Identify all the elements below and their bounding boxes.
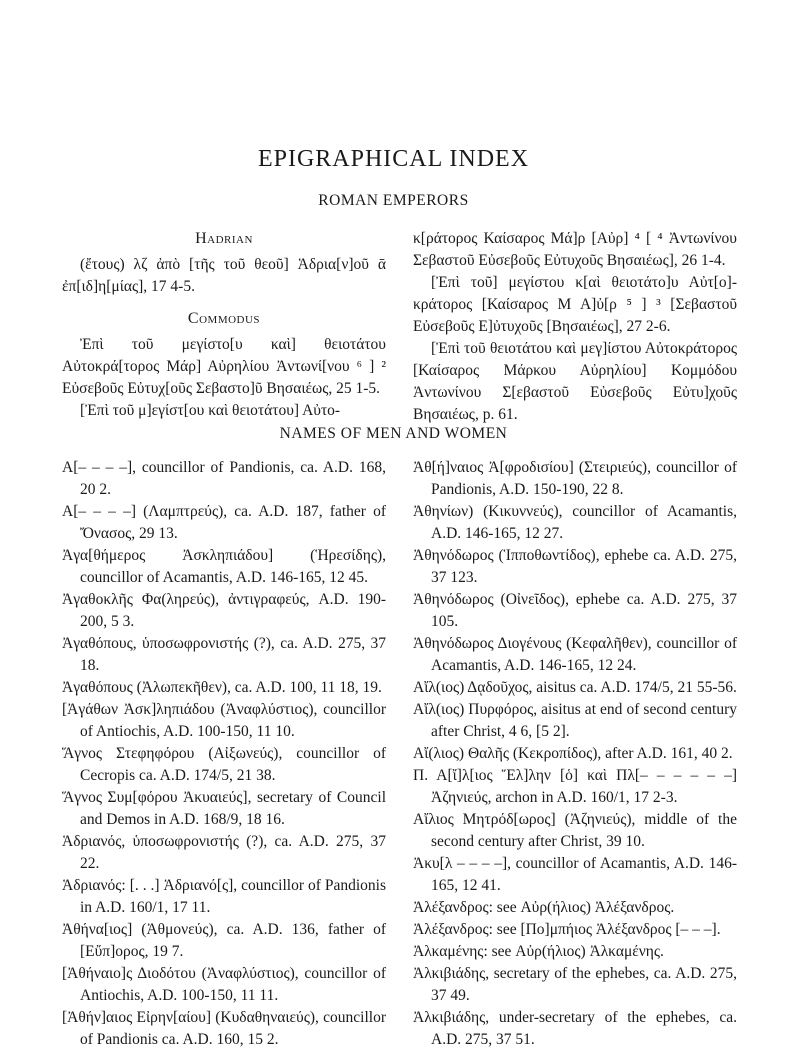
index-entry: Ἀλκαμένης: see Αὐρ(ήλιος) Ἀλκαμένης. bbox=[413, 943, 664, 960]
commodus-inscription: [Ἐπὶ τοῦ] μεγίστου κ[αὶ θειοτάτο]υ Αὐτ[ο]-κράτορος [Καίσαρος Μ Α]ὐ[ρ ⁵ ] ³ [Σεβαστοῦ Εὐσεβοῦς Ε]ὐτυχοῦς [Βησαιέως], 27 2-6. bbox=[413, 274, 737, 335]
index-entry: Ἀθηνόδωρος Διογένους (Κεφαλῆθεν), councillor of Acamantis, A.D. 146-165, 12 24. bbox=[413, 635, 737, 674]
hadrian-inscription: (ἔτους) λζ ἀπὸ [τῆς τοῦ θεοῦ] Ἁδρια[ν]οῦ ᾱ ἐπ[ιδ]η[μίας], 17 4-5. bbox=[62, 256, 386, 295]
page-title: EPIGRAPHICAL INDEX bbox=[257, 146, 530, 172]
index-entry: Ἅγνος Συμ[φόρου Ἀκυαιεύς], secretary of Council and Demos in A.D. 168/9, 18 16. bbox=[62, 789, 386, 828]
index-entry: Ἀγα[θήμερος Ἀσκληπιάδου] (Ἡρεσίδης), councillor of Acamantis, A.D. 146-165, 12 45. bbox=[62, 547, 386, 586]
commodus-inscription: [Ἐπὶ τοῦ μ]εγίστ[ου καὶ θειοτάτου] Αὐτο- bbox=[80, 402, 341, 419]
index-entry: Ἀγαθόπους, ὑποσωφρονιστής (?), ca. A.D. 275, 37 18. bbox=[62, 635, 386, 674]
names-right-column bbox=[413, 457, 737, 1051]
index-entry: Ἀγαθόπους (Ἀλωπεκῆθεν), ca. A.D. 100, 11 18, 19. bbox=[62, 679, 382, 696]
index-entry: Ἀλέξανδρος: see Αὐρ(ήλιος) Ἀλέξανδρος. bbox=[413, 899, 675, 916]
index-entry: Αἴλ(ιος) Πυρφόρος, aisitus at end of second century after Christ, 4 6, [5 2]. bbox=[413, 701, 737, 740]
index-entry: Ἀλκιβιάδης, secretary of the ephebes, ca. A.D. 275, 37 49. bbox=[413, 965, 737, 1004]
index-entry: Ἀλκιβιάδης, under-secretary of the ephebes, ca. A.D. 275, 37 51. bbox=[413, 1009, 737, 1048]
index-entry: Ἀθ[ή]ναιος Ἀ[φροδισίου] (Στειριεύς), councillor of Pandionis, A.D. 150-190, 22 8. bbox=[413, 459, 737, 498]
commodus-inscription: Ἐπὶ τοῦ μεγίστο[υ καὶ] θειοτάτου Αὐτοκρά[τορος Μάρ] Αὐρηλίου Ἀντωνί[νου ⁶ ] ² Εὐσεβοῦς Εὐτυχ[οῦς Σεβαστο]ῦ Βησαιέως, 25 1-5. bbox=[62, 336, 386, 397]
index-entry: [Ἀγάθων Ἀσκ]ληπιάδου (Ἀναφλύστιος), councillor of Antiochis, A.D. 100-150, 11 10. bbox=[62, 701, 386, 740]
index-entry: Ἅγνος Στεφηφόρου (Αἰξωνεύς), councillor of Cecropis ca. A.D. 174/5, 21 38. bbox=[62, 745, 386, 784]
index-entry: Ἀκυ[λ – – – –], councillor of Acamantis, A.D. 146-165, 12 41. bbox=[413, 855, 737, 894]
subheading-commodus: Commodus bbox=[187, 310, 261, 327]
emperors-right-column bbox=[413, 228, 737, 426]
index-entry: Α[– – – –], councillor of Pandionis, ca. A.D. 168, 20 2. bbox=[62, 459, 386, 498]
index-entry: Ἀθηνίων) (Κικυννεύς), councillor of Acamantis, A.D. 146-165, 12 27. bbox=[413, 503, 737, 542]
section-heading-names: NAMES OF MEN AND WOMEN bbox=[279, 425, 508, 442]
section-heading-roman-emperors: ROMAN EMPERORS bbox=[318, 192, 469, 209]
index-entry: Αἴ(λιος) Θαλῆς (Κεκροπίδος), after A.D. 161, 40 2. bbox=[413, 745, 733, 762]
index-entry: Αἴλ(ιος) Δᾳδοῦχος, aisitus ca. A.D. 174/5, 21 55-56. bbox=[413, 679, 737, 696]
index-entry: Ἀθηνόδωρος (Ἱπποθωντίδος), ephebe ca. A.D. 275, 37 123. bbox=[413, 547, 737, 586]
index-entry: Ἁδριανός, ὑποσωφρονιστής (?), ca. A.D. 275, 37 22. bbox=[62, 833, 386, 872]
index-entry: [Ἀθήναιο]ς Διοδότου (Ἀναφλύστιος), councillor of Antiochis, A.D. 100-150, 11 11. bbox=[62, 965, 386, 1004]
index-entry: Αἴλιος Μητρόδ[ωρος] (Ἀζηνιεύς), middle of the second century after Christ, 39 10. bbox=[413, 811, 737, 850]
index-entry: Π. Α[ἴ]λ[ιος Ἕλ]λην [ὁ] καὶ Πλ[– – – – – –] Ἀζηνιεύς, archon in A.D. 160/1, 17 2-3. bbox=[413, 767, 737, 806]
commodus-inscription: κ[ράτορος Καίσαρος Μά]ρ [Αὐρ] ⁴ [ ⁴ Ἀντωνίνου Σεβαστοῦ Εὐσεβοῦς Εὐτυχοῦς Βησαιέως], 26 1-4. bbox=[413, 230, 737, 269]
subheading-hadrian: Hadrian bbox=[195, 230, 253, 247]
index-entry: [Ἀθήν]αιος Εἰρην[αίου] (Κυδαθηναιεύς), councillor of Pandionis ca. A.D. 160, 15 2. bbox=[62, 1009, 386, 1048]
commodus-inscription: [Ἐπὶ τοῦ θειοτάτου καὶ μεγ]ίστου Αὐτοκράτορος [Καίσαρος Μάρκου Αὐρηλίου] Κομμόδου Ἀντωνίνου Σ[εβαστοῦ Εὐσεβοῦς Εὐτυ]χοῦς Βησαιέως, p. 61. bbox=[413, 340, 737, 423]
index-entry: Α[– – – –] (Λαμπτρεύς), ca. A.D. 187, father of Ὄνασος, 29 13. bbox=[62, 503, 386, 542]
index-entry: Ἀλέξανδρος: see [Πο]μπήιος Ἀλέξανδρος [– – –]. bbox=[413, 921, 721, 938]
names-left-column bbox=[62, 457, 386, 1051]
emperors-left-column bbox=[62, 228, 386, 422]
index-entry: Ἀγαθοκλῆς Φα(ληρεύς), ἀντιγραφεύς, A.D. 190-200, 5 3. bbox=[62, 591, 386, 630]
index-entry: Ἀθήνα[ιος] (Ἀθμονεύς), ca. A.D. 136, father of [Εὔπ]ορος, 19 7. bbox=[62, 921, 386, 960]
index-entry: Ἁδριανός: [. . .] Ἁδριανό[ς], councillor of Pandionis in A.D. 160/1, 17 11. bbox=[62, 877, 386, 916]
index-entry: Ἀθηνόδωρος (Οἰνεῖδος), ephebe ca. A.D. 275, 37 105. bbox=[413, 591, 737, 630]
